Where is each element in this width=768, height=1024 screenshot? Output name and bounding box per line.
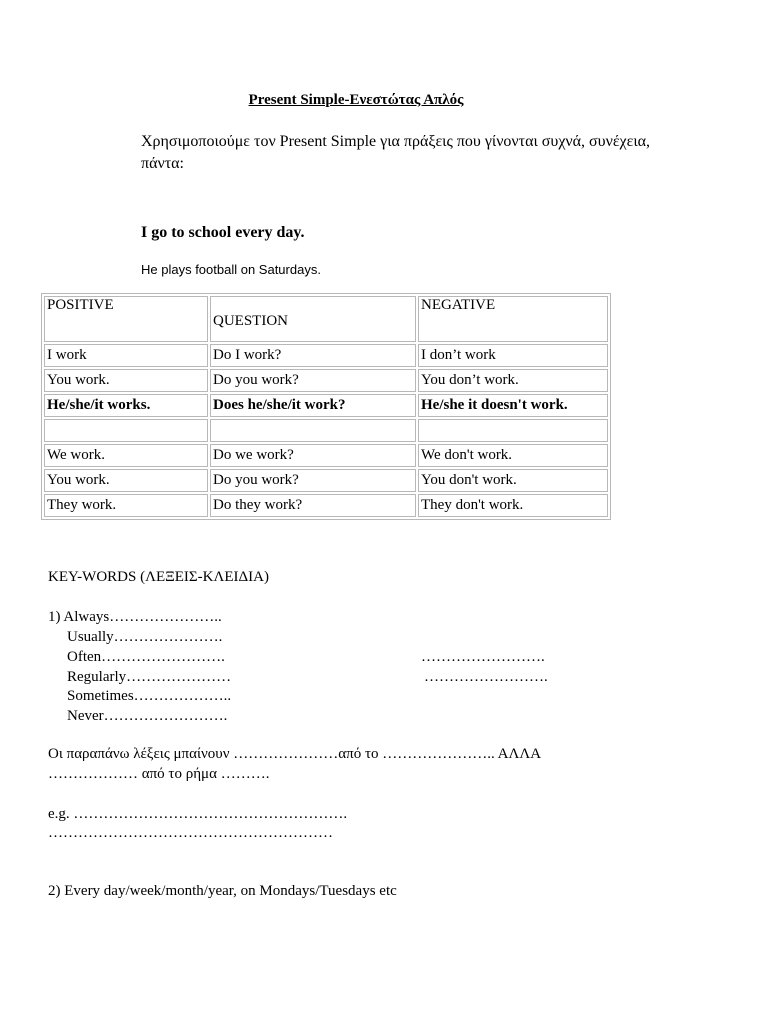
table-cell: Do they work? bbox=[210, 494, 416, 517]
header-negative: NEGATIVE bbox=[418, 296, 608, 342]
rule-sentence-cont: ……………… από το ρήμα ………. bbox=[48, 766, 270, 782]
table-row-empty bbox=[44, 419, 608, 442]
table-row bbox=[44, 444, 608, 467]
example-blank-line: e.g. ………………………………………………. bbox=[48, 806, 348, 822]
keywords-heading: KEY-WORDS (ΛΕΞΕΙΣ-ΚΛΕΙΔΙΑ) bbox=[48, 569, 269, 585]
table-cell: Do you work? bbox=[210, 469, 416, 492]
keyword-regularly: Regularly………………… bbox=[67, 669, 232, 685]
table-cell: I work bbox=[44, 344, 208, 367]
table-cell: We work. bbox=[44, 444, 208, 467]
conjugation-table bbox=[41, 293, 611, 520]
example-blank-line-2: ………………………………………………… bbox=[48, 825, 333, 841]
table-cell: You don't work. bbox=[418, 469, 608, 492]
example-sentence-bold: I go to school every day. bbox=[141, 224, 305, 241]
example-sentence: He plays football on Saturdays. bbox=[141, 262, 321, 277]
table-header-row bbox=[44, 296, 608, 342]
table-cell: Do we work? bbox=[210, 444, 416, 467]
table-row bbox=[44, 394, 608, 417]
table-cell: He/she/it works. bbox=[44, 394, 208, 417]
table-cell bbox=[210, 419, 416, 442]
keyword-often: Often……………………. bbox=[67, 649, 225, 665]
table-cell: You don’t work. bbox=[418, 369, 608, 392]
table-cell: We don't work. bbox=[418, 444, 608, 467]
keyword-usually: Usually…………………. bbox=[67, 629, 223, 645]
table-cell: Does he/she/it work? bbox=[210, 394, 416, 417]
intro-text: Χρησιμοποιούμε τον Present Simple για πράξεις που γίνονται συχνά, συνέχεια, πάντα: bbox=[141, 133, 651, 172]
header-question: QUESTION bbox=[210, 296, 416, 342]
table-row bbox=[44, 344, 608, 367]
table-row bbox=[44, 369, 608, 392]
table-cell bbox=[418, 419, 608, 442]
keyword-always: 1) Always………………….. bbox=[48, 609, 222, 625]
keyword-never: Never……………………. bbox=[67, 708, 228, 724]
table-cell bbox=[44, 419, 208, 442]
table-row bbox=[44, 469, 608, 492]
blank-line-right: ……………………. bbox=[424, 669, 548, 685]
table-cell: I don’t work bbox=[418, 344, 608, 367]
table-cell: You work. bbox=[44, 369, 208, 392]
section-2-heading: 2) Every day/week/month/year, on Mondays/Tuesdays etc bbox=[48, 883, 397, 899]
table-cell: They don't work. bbox=[418, 494, 608, 517]
table-cell: They work. bbox=[44, 494, 208, 517]
table-row bbox=[44, 494, 608, 517]
table-cell: He/she it doesn't work. bbox=[418, 394, 608, 417]
page-title: Present Simple-Ενεστώτας Απλός bbox=[248, 92, 464, 108]
rule-sentence: Οι παραπάνω λέξεις μπαίνουν …………………από το ………………….. ΑΛΛΑ bbox=[48, 746, 542, 762]
blank-line-right: ……………………. bbox=[421, 649, 545, 665]
table-cell: Do you work? bbox=[210, 369, 416, 392]
table-cell: You work. bbox=[44, 469, 208, 492]
keyword-sometimes: Sometimes……………….. bbox=[67, 688, 232, 704]
header-positive: POSITIVE bbox=[44, 296, 208, 342]
table-cell: Do I work? bbox=[210, 344, 416, 367]
